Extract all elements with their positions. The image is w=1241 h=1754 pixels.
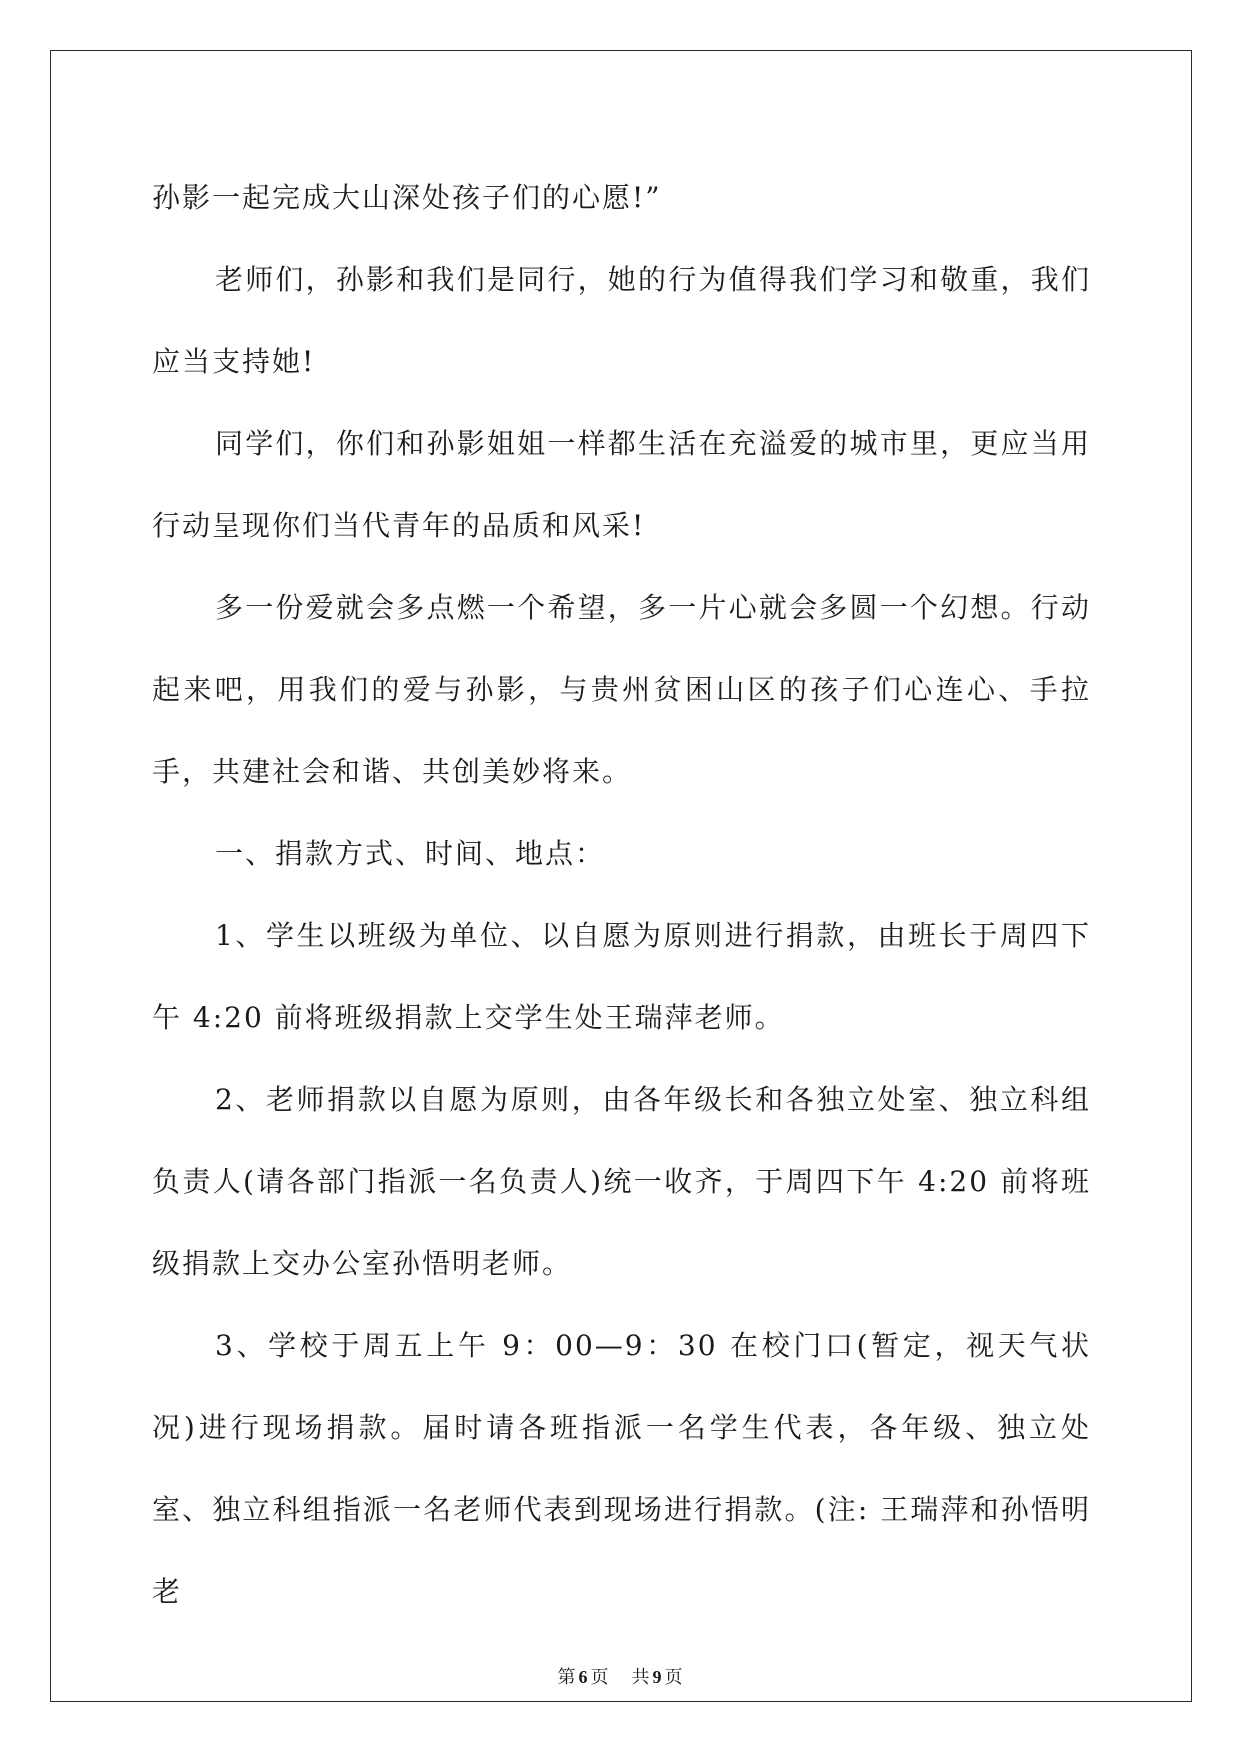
paragraph-6: 2、老师捐款以自愿为原则，由各年级长和各独立处室、独立科组负责人(请各部门指派一名负责人)统一收齐，于周四下午 4:20 前将班级捐款上交办公室孙悟明老师。 [152,1083,1091,1280]
total-prefix: 共 [631,1667,651,1688]
paragraph-1: 老师们，孙影和我们是同行，她的行为值得我们学习和敬重，我们应当支持她! [152,263,1091,378]
page-footer [0,1663,1241,1689]
paragraph-7: 3、学校于周五上午 9：00—9：30 在校门口(暂定，视天气状况)进行现场捐款。届时请各班指派一名学生代表，各年级、独立处室、独立科组指派一名老师代表到现场进行捐款。(注: 王瑞萍和孙悟明老 [152,1329,1091,1608]
document-body [152,157,1091,1633]
page-suffix: 页 [590,1667,610,1688]
page-number: 6 [578,1667,589,1687]
paragraph-4: 一、捐款方式、时间、地点： [215,837,606,870]
paragraph-3: 多一份爱就会多点燃一个希望，多一片心就会多圆一个幻想。行动起来吧，用我们的爱与孙影，与贵州贫困山区的孩子们心连心、手拉手，共建社会和谐、共创美妙将来。 [152,591,1091,788]
page-prefix: 第 [557,1667,577,1688]
paragraph-0: 孙影一起完成大山深处孩子们的心愿!” [152,181,662,214]
page-total: 9 [652,1667,663,1687]
paragraph-5: 1、学生以班级为单位、以自愿为原则进行捐款，由班长于周四下午 4:20 前将班级捐款上交学生处王瑞萍老师。 [152,919,1091,1034]
total-suffix: 页 [664,1667,684,1688]
paragraph-2: 同学们，你们和孙影姐姐一样都生活在充溢爱的城市里，更应当用行动呈现你们当代青年的品质和风采! [152,427,1091,542]
